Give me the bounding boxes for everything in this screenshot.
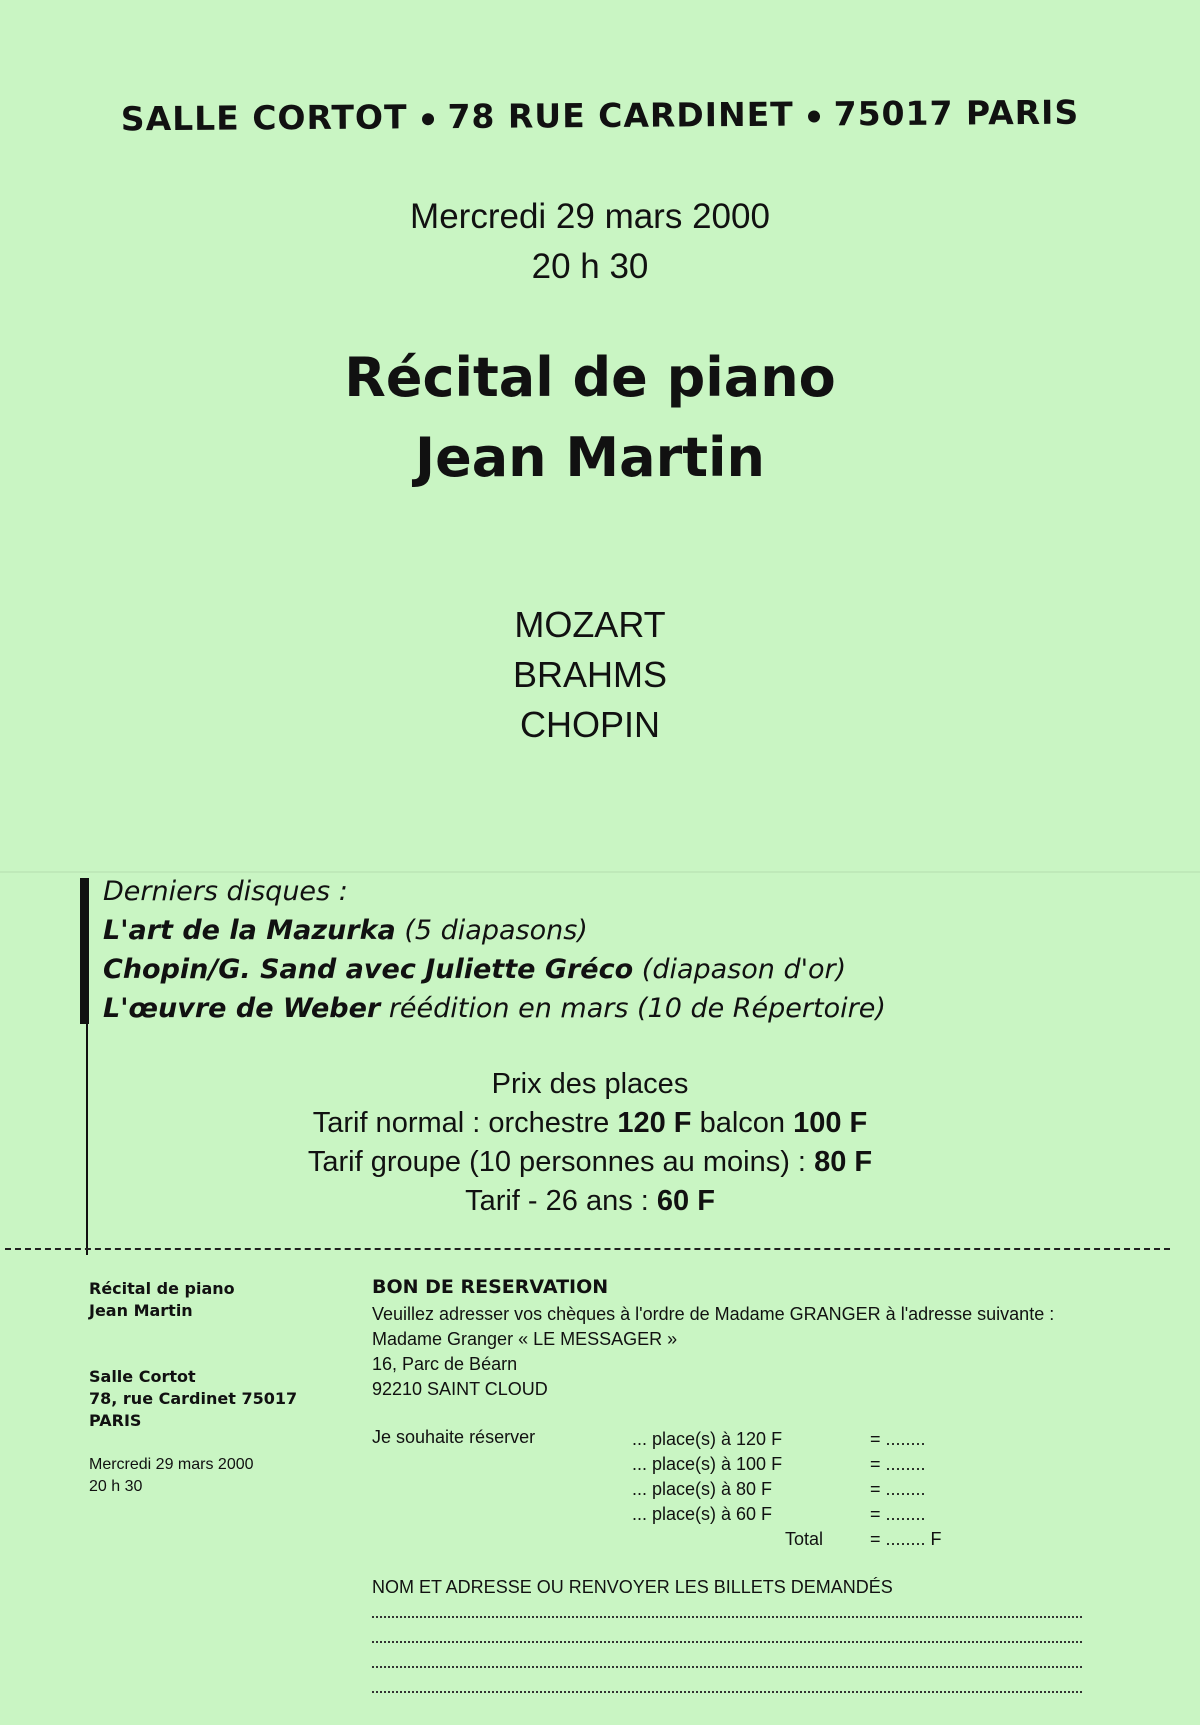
stub-title: Récital de piano — [89, 1279, 235, 1298]
stub-venue: Salle Cortot — [89, 1367, 196, 1386]
row-label: ... place(s) à 100 F — [632, 1454, 783, 1474]
record-title: L'œuvre de Weber — [103, 993, 381, 1024]
composer-item: BRAHMS — [512, 654, 668, 695]
record-note: (diapason d'or) — [641, 954, 847, 985]
prices-heading: Prix des places — [491, 1068, 689, 1100]
record-title: L'art de la Mazurka — [103, 915, 396, 946]
composer-list — [380, 600, 800, 750]
name-address-label: NOM ET ADRESSE OU RENVOYER LES BILLETS DEMANDÉS — [372, 1577, 893, 1597]
reservation-title: BON DE RESERVATION — [372, 1276, 609, 1298]
composer-item: CHOPIN — [519, 704, 660, 745]
total-result[interactable]: = ........ F — [870, 1529, 942, 1549]
address-input-line[interactable] — [372, 1616, 1082, 1618]
row-result[interactable]: = ........ — [870, 1429, 926, 1449]
price-value: 100 F — [793, 1107, 868, 1139]
stub-street: 78, rue Cardinet 75017 — [89, 1389, 298, 1408]
total-label: Total — [785, 1529, 824, 1549]
price-value: 120 F — [617, 1107, 692, 1139]
price-label: balcon — [699, 1107, 786, 1139]
row-label: ... place(s) à 60 F — [632, 1504, 773, 1524]
bullet-icon — [421, 113, 433, 125]
stub-artist: Jean Martin — [89, 1301, 193, 1320]
record-item — [103, 950, 1103, 989]
price-label: Tarif - 26 ans : — [465, 1185, 649, 1217]
bullet-icon — [808, 110, 820, 122]
venue-street: 78 RUE CARDINET — [447, 94, 794, 137]
row-result[interactable]: = ........ — [870, 1479, 926, 1499]
venue-city: 75017 PARIS — [833, 92, 1080, 134]
event-title — [200, 338, 980, 498]
price-groupe — [180, 1143, 1000, 1182]
event-date: Mercredi 29 mars 2000 — [410, 197, 770, 236]
prices-section — [180, 1065, 1000, 1221]
price-label: Tarif groupe (10 personnes au moins) : — [307, 1146, 806, 1178]
price-young — [180, 1182, 1000, 1221]
reservation-row[interactable] — [632, 1477, 952, 1502]
event-datetime — [300, 192, 880, 292]
row-label: ... place(s) à 80 F — [632, 1479, 773, 1499]
cut-line — [5, 1248, 1170, 1250]
address-input-line[interactable] — [372, 1691, 1082, 1693]
wish-label: Je souhaite réserver — [372, 1427, 536, 1447]
records-heading: Derniers disques : — [103, 876, 348, 907]
venue-name: SALLE CORTOT — [120, 97, 408, 139]
price-value: 80 F — [814, 1146, 873, 1178]
stub-date: Mercredi 29 mars 2000 — [89, 1456, 254, 1473]
coupon-stub — [89, 1278, 349, 1498]
address-line: Madame Granger « LE MESSAGER » — [372, 1329, 678, 1349]
price-label: Tarif normal : orchestre — [312, 1107, 610, 1139]
address-line: 16, Parc de Béarn — [372, 1354, 518, 1374]
price-normal — [180, 1104, 1000, 1143]
record-item — [103, 911, 1103, 950]
stub-city: PARIS — [89, 1411, 142, 1430]
address-input-line[interactable] — [372, 1666, 1082, 1668]
reservation-row[interactable] — [632, 1452, 952, 1477]
reservation-instructions — [372, 1302, 1172, 1402]
reservation-row[interactable] — [632, 1502, 952, 1527]
event-title-line1: Récital de piano — [344, 346, 836, 409]
row-result[interactable]: = ........ — [870, 1454, 926, 1474]
address-line: 92210 SAINT CLOUD — [372, 1379, 548, 1399]
reservation-rows — [632, 1427, 952, 1552]
row-label: ... place(s) à 120 F — [632, 1429, 783, 1449]
reservation-row[interactable] — [632, 1427, 952, 1452]
address-input-line[interactable] — [372, 1641, 1082, 1643]
accent-bar — [80, 878, 89, 1024]
record-note: réédition en mars (10 de Répertoire) — [388, 993, 886, 1024]
record-note: (5 diapasons) — [404, 915, 588, 946]
record-item — [103, 989, 1103, 1028]
row-result[interactable]: = ........ — [870, 1504, 926, 1524]
composer-item: MOZART — [514, 604, 666, 645]
price-value: 60 F — [656, 1185, 715, 1217]
instructions-text: Veuillez adresser vos chèques à l'ordre de Madame GRANGER à l'adresse suivante : — [372, 1304, 1055, 1324]
event-title-line2: Jean Martin — [415, 426, 765, 489]
event-time: 20 h 30 — [531, 247, 649, 286]
records-section — [103, 872, 1103, 1028]
venue-header — [0, 92, 1200, 139]
total-row[interactable] — [632, 1527, 952, 1552]
stub-time: 20 h 30 — [89, 1478, 143, 1495]
accent-line — [86, 1020, 88, 1255]
record-title: Chopin/G. Sand avec Juliette Gréco — [103, 954, 634, 985]
